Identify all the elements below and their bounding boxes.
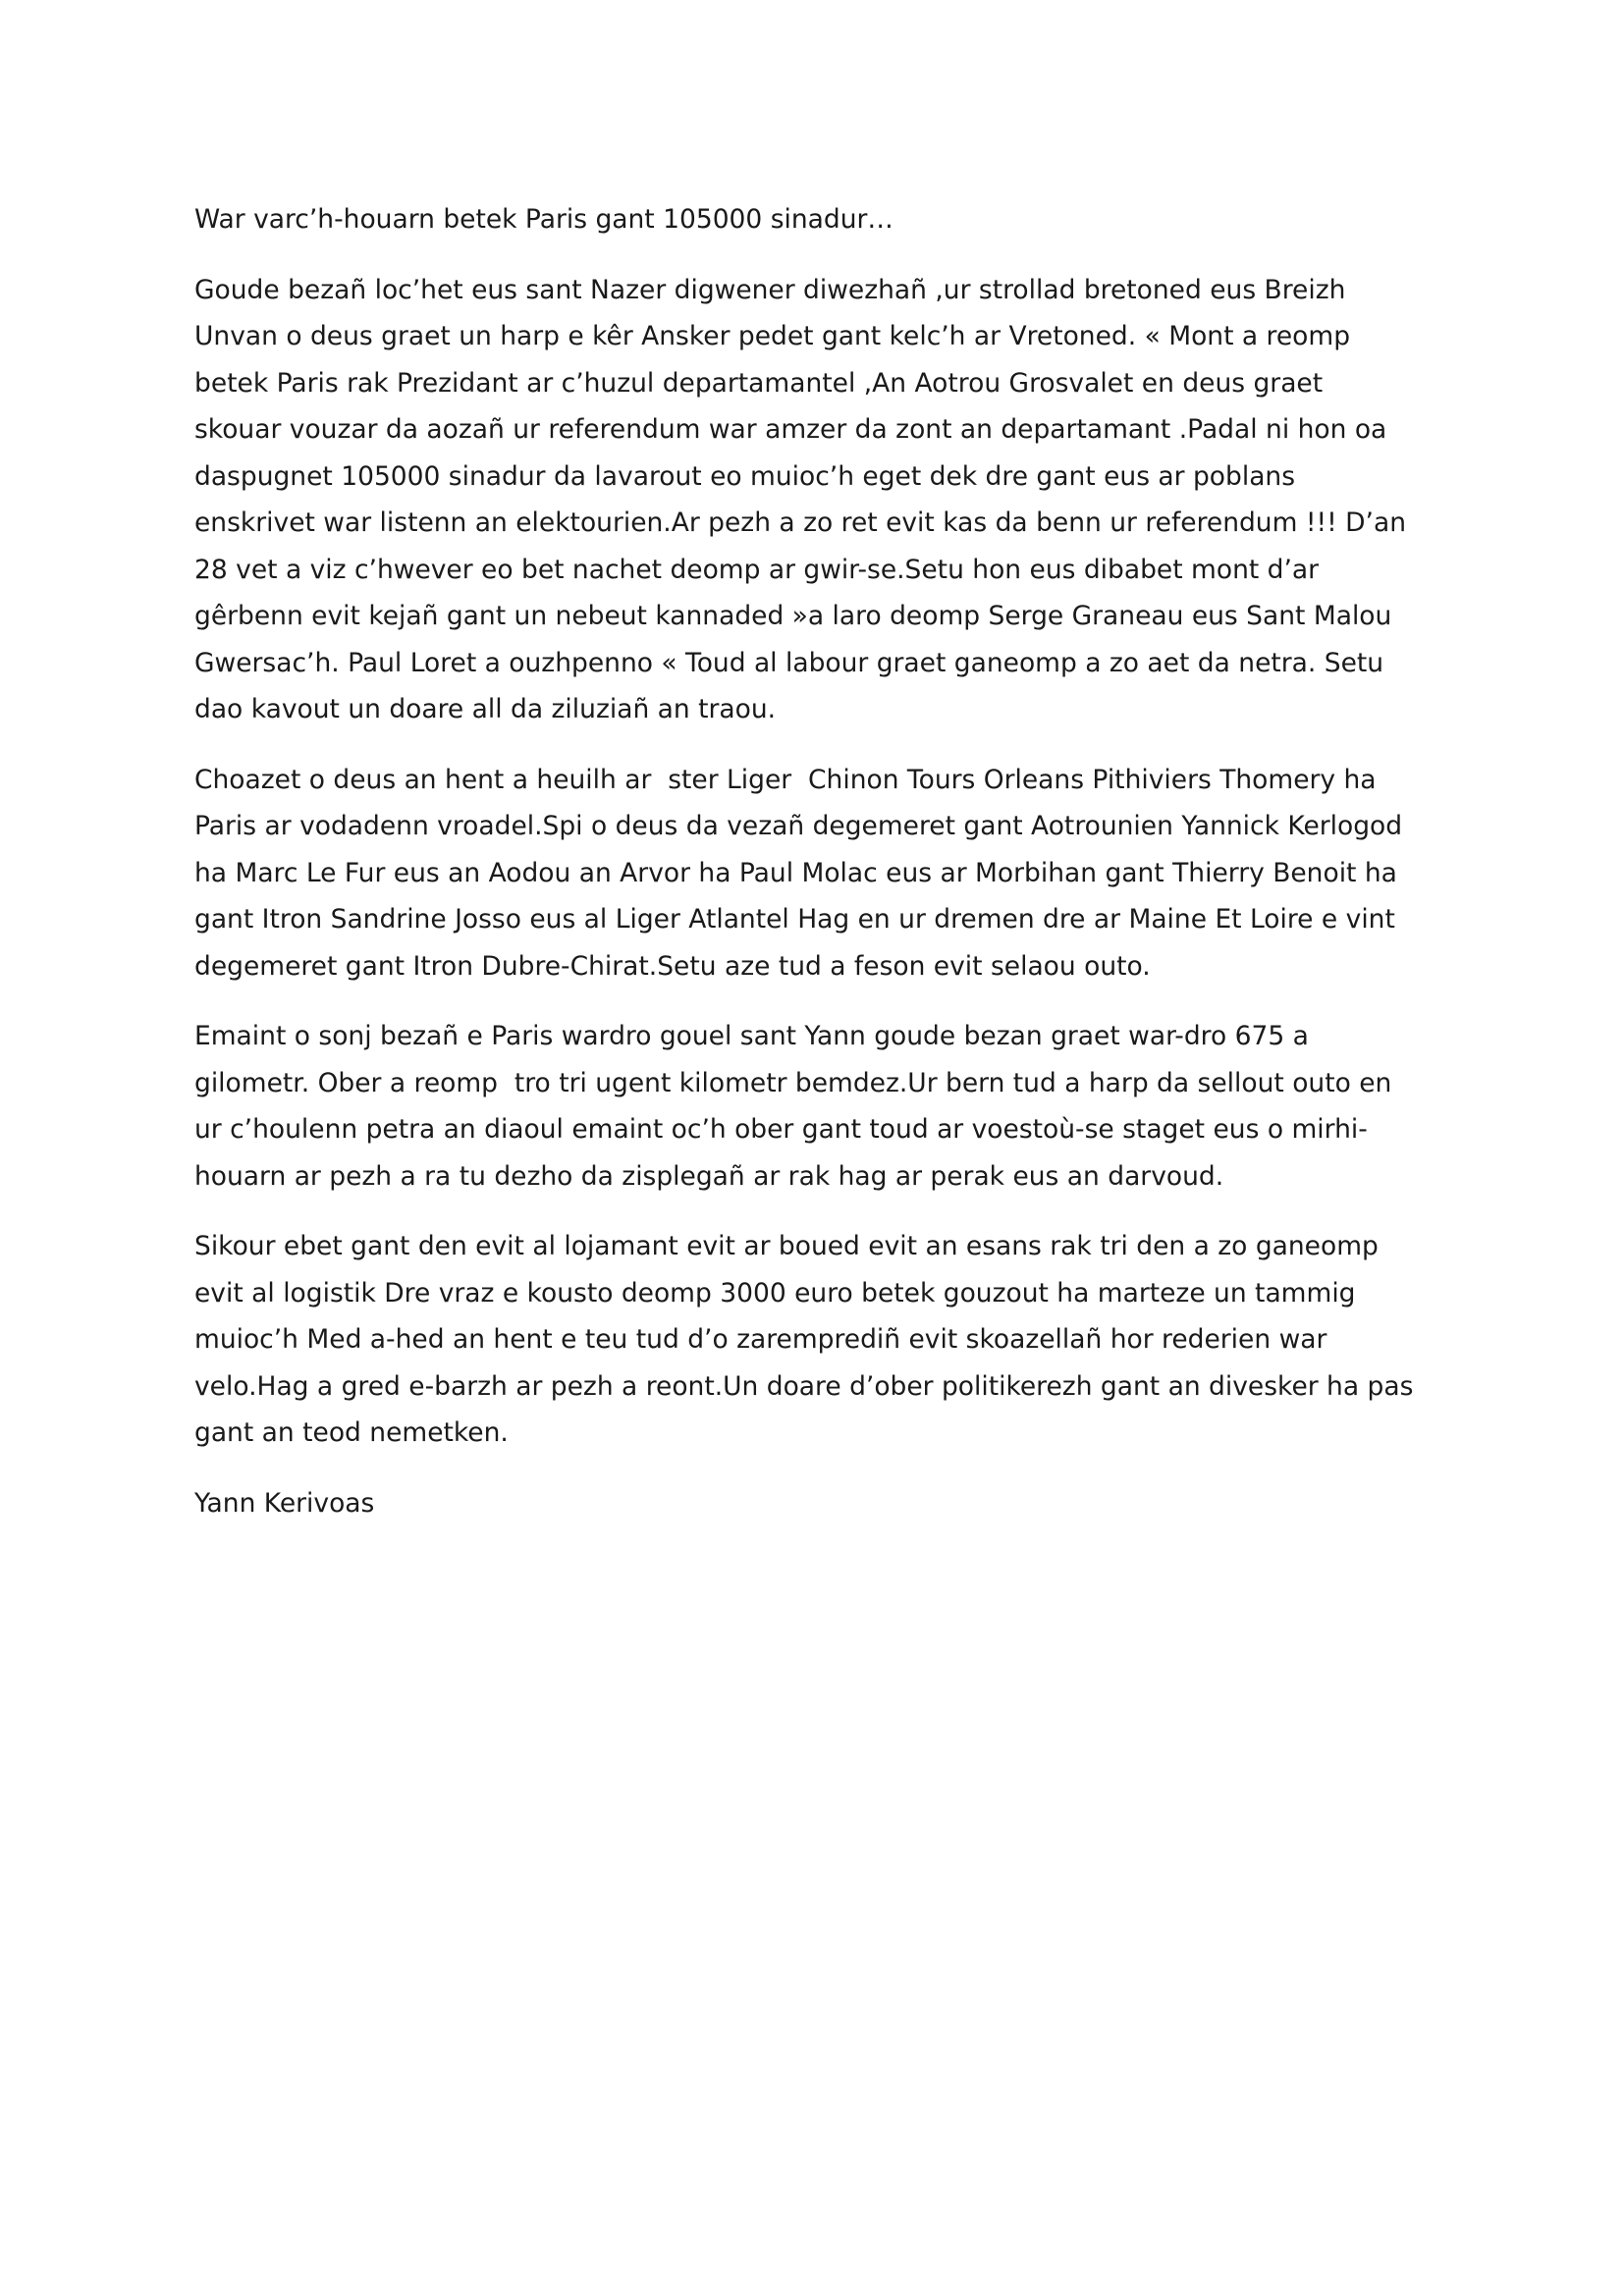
text-line: gilometr. Ober a reomp tro tri ugent kilometr bemdez.Ur bern tud a harp da sellout outo en	[194, 1067, 1392, 1098]
article-title	[194, 196, 1441, 243]
text-line: gant Itron Sandrine Josso eus al Liger Atlantel Hag en ur dremen dre ar Maine Et Loire e vint	[194, 904, 1395, 934]
text-line: Paris ar vodadenn vroadel.Spi o deus da vezañ degemeret gant Aotrounien Yannick Kerlogod	[194, 811, 1403, 841]
text-line: dao kavout un doare all da ziluziañ an traou.	[194, 694, 777, 724]
text-line: ur c’houlenn petra an diaoul emaint oc’h ober gant toud ar voestoù-se staget eus o mirhi-	[194, 1114, 1368, 1145]
paragraph-1	[194, 267, 1441, 733]
text-line: Choazet o deus an hent a heuilh ar ster Liger Chinon Tours Orleans Pithiviers Thomery ha	[194, 764, 1377, 795]
text-line: Goude bezañ loc’het eus sant Nazer digwener diwezhañ ,ur strollad bretoned eus Breizh	[194, 274, 1346, 305]
text-line: Sikour ebet gant den evit al lojamant evit ar boued evit an esans rak tri den a zo ganeomp	[194, 1231, 1379, 1261]
text-line: Gwersac’h. Paul Loret a ouzhpenno « Toud al labour graet ganeomp a zo aet da netra. Setu	[194, 647, 1384, 678]
text-line: degemeret gant Itron Dubre-Chirat.Setu aze tud a feson evit selaou outo.	[194, 950, 1151, 982]
text-line: Emaint o sonj bezañ e Paris wardro gouel sant Yann goude bezan graet war-dro 675 a	[194, 1021, 1309, 1051]
text-line: skouar vouzar da aozañ ur referendum war amzer da zont an departamant .Padal ni hon oa	[194, 414, 1387, 445]
text-line: 28 vet a viz c’hwever eo bet nachet deomp ar gwir-se.Setu hon eus dibabet mont d’ar	[194, 554, 1320, 585]
text-line: Unvan o deus graet un harp e kêr Ansker pedet gant kelc’h ar Vretoned. « Mont a reomp	[194, 321, 1351, 351]
paragraph-4	[194, 1223, 1441, 1457]
author-signature	[194, 1480, 1441, 1527]
author-name: Yann Kerivoas	[194, 1487, 375, 1519]
text-line: houarn ar pezh a ra tu dezho da zisplegañ ar rak hag ar perak eus an darvoud.	[194, 1160, 1224, 1192]
text-line: velo.Hag a gred e-barzh ar pezh a reont.Un doare d’ober politikerezh gant an divesker ha pas	[194, 1370, 1414, 1402]
text-line: War varc’h-houarn betek Paris gant 105000 sinadur…	[194, 204, 893, 235]
paragraph-2	[194, 757, 1441, 990]
document-body	[194, 196, 1441, 1550]
text-line: evit al logistik Dre vraz e kousto deomp 3000 euro betek gouzout ha marteze un tammig	[194, 1277, 1356, 1308]
text-line: gêrbenn evit kejañ gant un nebeut kannaded »a laro deomp Serge Graneau eus Sant Malou	[194, 601, 1392, 631]
paragraph-3	[194, 1013, 1441, 1200]
text-line: muioc’h Med a-hed an hent e teu tud d’o zaremprediñ evit skoazellañ hor rederien war	[194, 1324, 1327, 1355]
text-line: enskrivet war listenn an elektourien.Ar pezh a zo ret evit kas da benn ur referendum !!! D’an	[194, 507, 1406, 538]
text-line: betek Paris rak Prezidant ar c’huzul departamantel ,An Aotrou Grosvalet en deus graet	[194, 367, 1324, 399]
text-line: gant an teod nemetken.	[194, 1417, 509, 1448]
text-line: daspugnet 105000 sinadur da lavarout eo muioc’h eget dek dre gant eus ar poblans	[194, 460, 1296, 492]
text-line: ha Marc Le Fur eus an Aodou an Arvor ha Paul Molac eus ar Morbihan gant Thierry Benoit ha	[194, 857, 1397, 888]
